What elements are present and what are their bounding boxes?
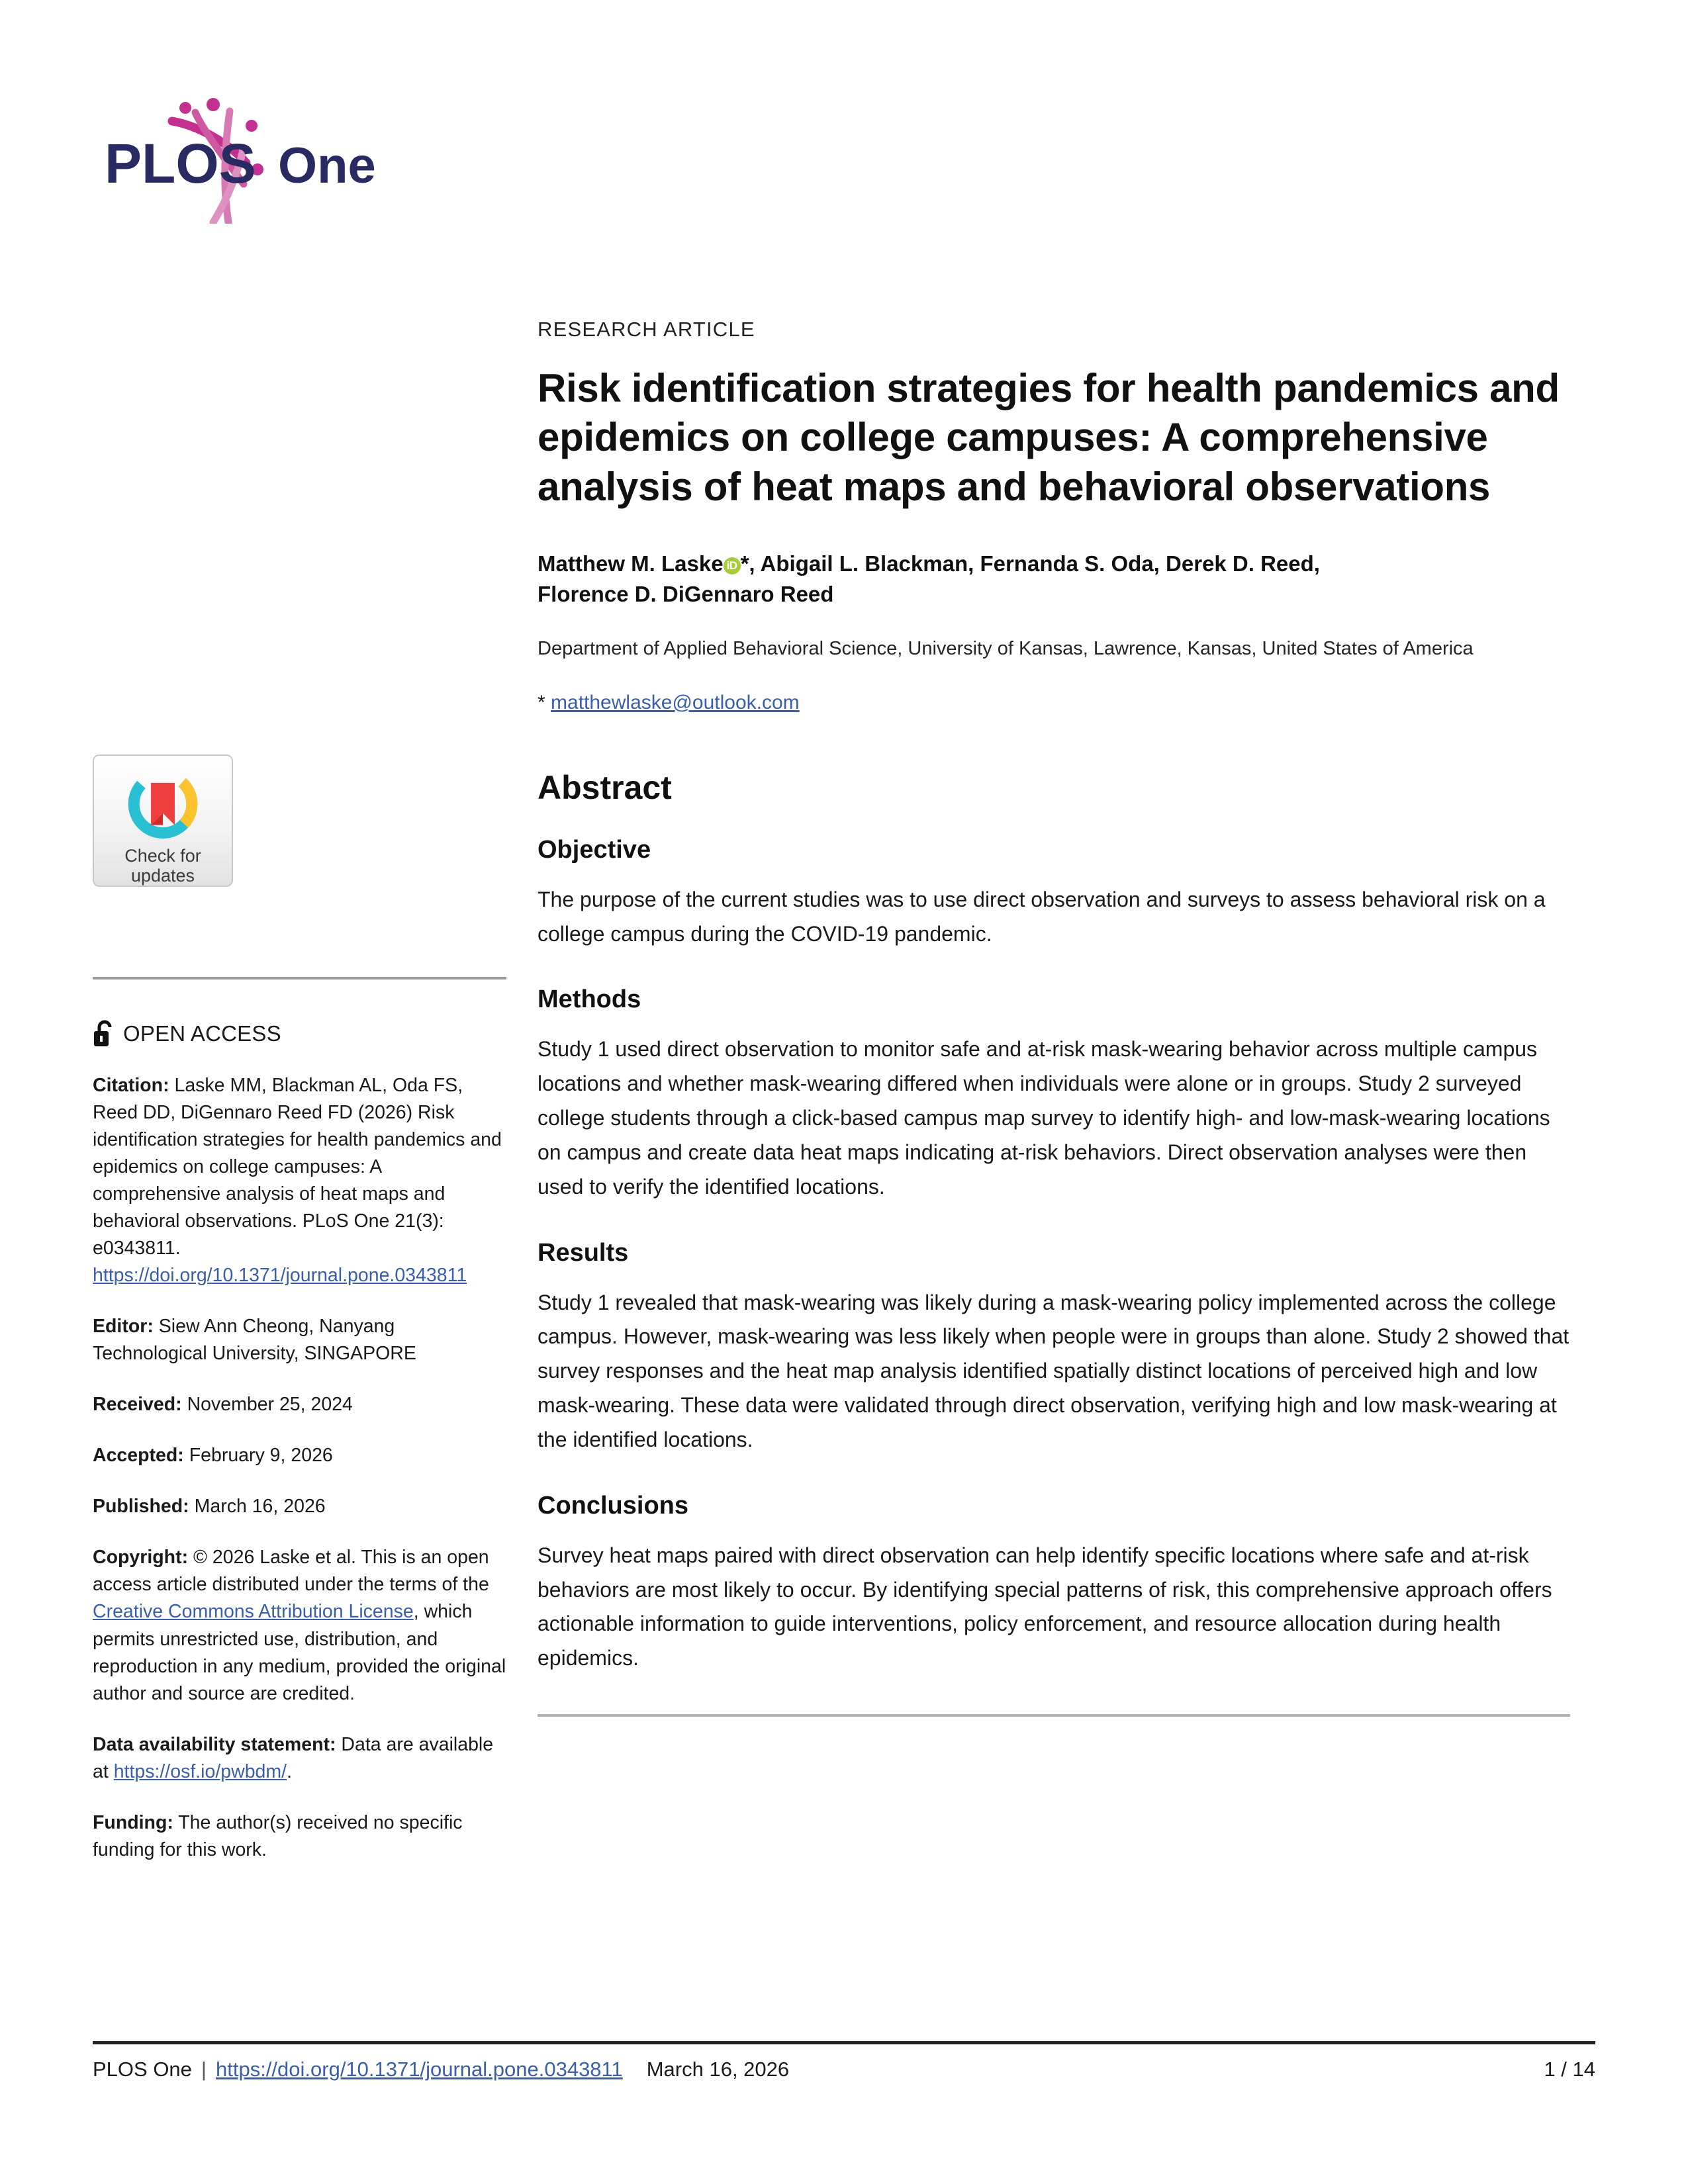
plos-one-logo[interactable] [93, 85, 437, 224]
footer-left-group [93, 2058, 789, 2081]
data-availability-label: Data availability statement: [93, 1733, 336, 1755]
funding-text: The author(s) received no specific funding for this work. [93, 1811, 463, 1860]
citation-label: Citation: [93, 1075, 169, 1096]
one-wordmark: One [278, 138, 376, 194]
accepted-block [93, 1442, 506, 1469]
author-list-line2: Florence D. DiGennaro Reed [538, 581, 834, 606]
abstract-section-text-results: Study 1 revealed that mask-wearing was likely during a mask-wearing policy implemented across the college campus. However, mask-wearing was less likely when people were in groups than alone. Study 2 showed that survey responses and the heat map analysis identified spatially distinct locations of perceived high and low mask-wearing. These data were validated through direct observation, verifying high and low mask-wearing at the identified locations. [538, 1290, 1570, 1451]
received-block [93, 1391, 506, 1418]
plos-wordmark: PLOS [105, 132, 256, 195]
crossmark-label [124, 846, 201, 886]
crossmark-icon [123, 764, 203, 844]
page-footer [93, 2041, 1595, 2081]
citation-text: Laske MM, Blackman AL, Oda FS, Reed DD, DiGennaro Reed FD (2026) Risk identification strategies for health pandemics and epidemics on college campuses: A comprehensive analysis of heat maps and behavioral observations. PLoS One 21(3): e0343811. [93, 1075, 502, 1259]
corresponding-marker: * [538, 691, 545, 713]
abstract-section-text-methods: Study 1 used direct observation to monitor safe and at-risk mask-wearing behavior across multiple campus locations and whether mask-wearing differed when individuals were alone or in groups. Study 2 surveyed college students through a click-based campus map survey to identify high- and low-mask-wearing locations on campus and create data heat maps indicating at-risk behaviors. Direct observation analyses were then used to verify the identified locations. [538, 1037, 1550, 1199]
open-lock-icon [93, 1019, 115, 1048]
sidebar-divider [93, 977, 506, 979]
orcid-icon[interactable]: iD [724, 557, 741, 574]
received-label: Received: [93, 1394, 182, 1416]
funding-label: Funding: [93, 1811, 173, 1833]
copyright-text-after: , which permits unrestricted use, distribution, and reproduction in any medium, provided the original author and source are credited. [93, 1601, 506, 1704]
abstract-heading: Abstract [538, 768, 672, 806]
abstract-section-text-objective: The purpose of the current studies was to use direct observation and surveys to assess behavioral risk on a college campus during the COVID-19 pandemic. [538, 887, 1546, 946]
abstract-section-heading-objective: Objective [538, 835, 651, 864]
citation-block [93, 1072, 506, 1289]
editor-block [93, 1313, 506, 1367]
accepted-value: February 9, 2026 [183, 1445, 333, 1467]
article-main [538, 318, 1570, 1717]
corresponding-author [538, 692, 1570, 714]
footer-row [93, 2058, 1595, 2081]
funding-block [93, 1809, 506, 1864]
plos-one-logo-svg [93, 85, 437, 224]
footer-divider [93, 2041, 1595, 2044]
crossmark-badge[interactable] [93, 754, 233, 887]
creative-commons-license-link[interactable]: Creative Commons Attribution License [93, 1601, 414, 1623]
abstract-section-heading-conclusions: Conclusions [538, 1491, 689, 1520]
copyright-label: Copyright: [93, 1547, 189, 1569]
editor-label: Editor: [93, 1316, 154, 1338]
accepted-label: Accepted: [93, 1445, 184, 1467]
received-value: November 25, 2024 [181, 1394, 353, 1416]
citation-doi-link[interactable]: https://doi.org/10.1371/journal.pone.0343811 [93, 1265, 467, 1287]
author-primary-name: Matthew M. Laske [538, 551, 724, 576]
abstract-section-heading-results: Results [538, 1238, 629, 1267]
footer-doi-link[interactable]: https://doi.org/10.1371/journal.pone.0343811 [215, 2058, 623, 2081]
data-availability-block [93, 1731, 506, 1786]
author-list-rest: *, Abigail L. Blackman, Fernanda S. Oda, Derek D. Reed, [740, 551, 1320, 576]
copyright-block [93, 1544, 506, 1707]
open-access-label: OPEN ACCESS [123, 1021, 281, 1046]
article-sidebar [93, 754, 506, 1864]
data-availability-text-before: Data are available at [93, 1733, 494, 1782]
open-access-badge [93, 1019, 506, 1048]
article-title: Risk identification strategies for health pandemics and epidemics on college campuses: A comprehensive analysis of heat maps and behavioral observations [538, 366, 1560, 509]
author-list [538, 549, 1570, 609]
published-label: Published: [93, 1496, 189, 1518]
published-value: March 16, 2026 [189, 1496, 326, 1518]
footer-publication-date: March 16, 2026 [646, 2058, 790, 2081]
published-block [93, 1493, 506, 1520]
abstract-section-text-conclusions: Survey heat maps paired with direct observation can help identify specific locations where safe and at-risk behaviors are most likely to occur. By identifying special patterns of risk, this comprehensive approach offers actionable information to guide interventions, policy enforcement, and resource allocation during health epidemics. [538, 1543, 1552, 1670]
corresponding-email-link[interactable]: matthewlaske@outlook.com [551, 691, 800, 713]
abstract-section-heading-methods: Methods [538, 985, 641, 1014]
footer-journal-name: PLOS One [93, 2058, 192, 2081]
crossmark-line2: updates [130, 865, 195, 886]
abstract-bottom-divider [538, 1714, 1570, 1717]
crossmark-line1: Check for [124, 845, 201, 866]
copyright-text-before: © 2026 Laske et al. This is an open access article distributed under the terms of the [93, 1547, 489, 1596]
author-affiliation: Department of Applied Behavioral Science, University of Kansas, Lawrence, Kansas, United States of America [538, 638, 1474, 660]
footer-page-number: 1 / 14 [1544, 2058, 1595, 2081]
editor-value: Siew Ann Cheong, Nanyang Technological University, SINGAPORE [93, 1316, 416, 1365]
article-type-label: RESEARCH ARTICLE [538, 318, 755, 341]
footer-separator: | [201, 2058, 207, 2081]
osf-data-link[interactable]: https://osf.io/pwbdm/ [113, 1760, 287, 1782]
data-availability-text-after: . [287, 1760, 292, 1782]
